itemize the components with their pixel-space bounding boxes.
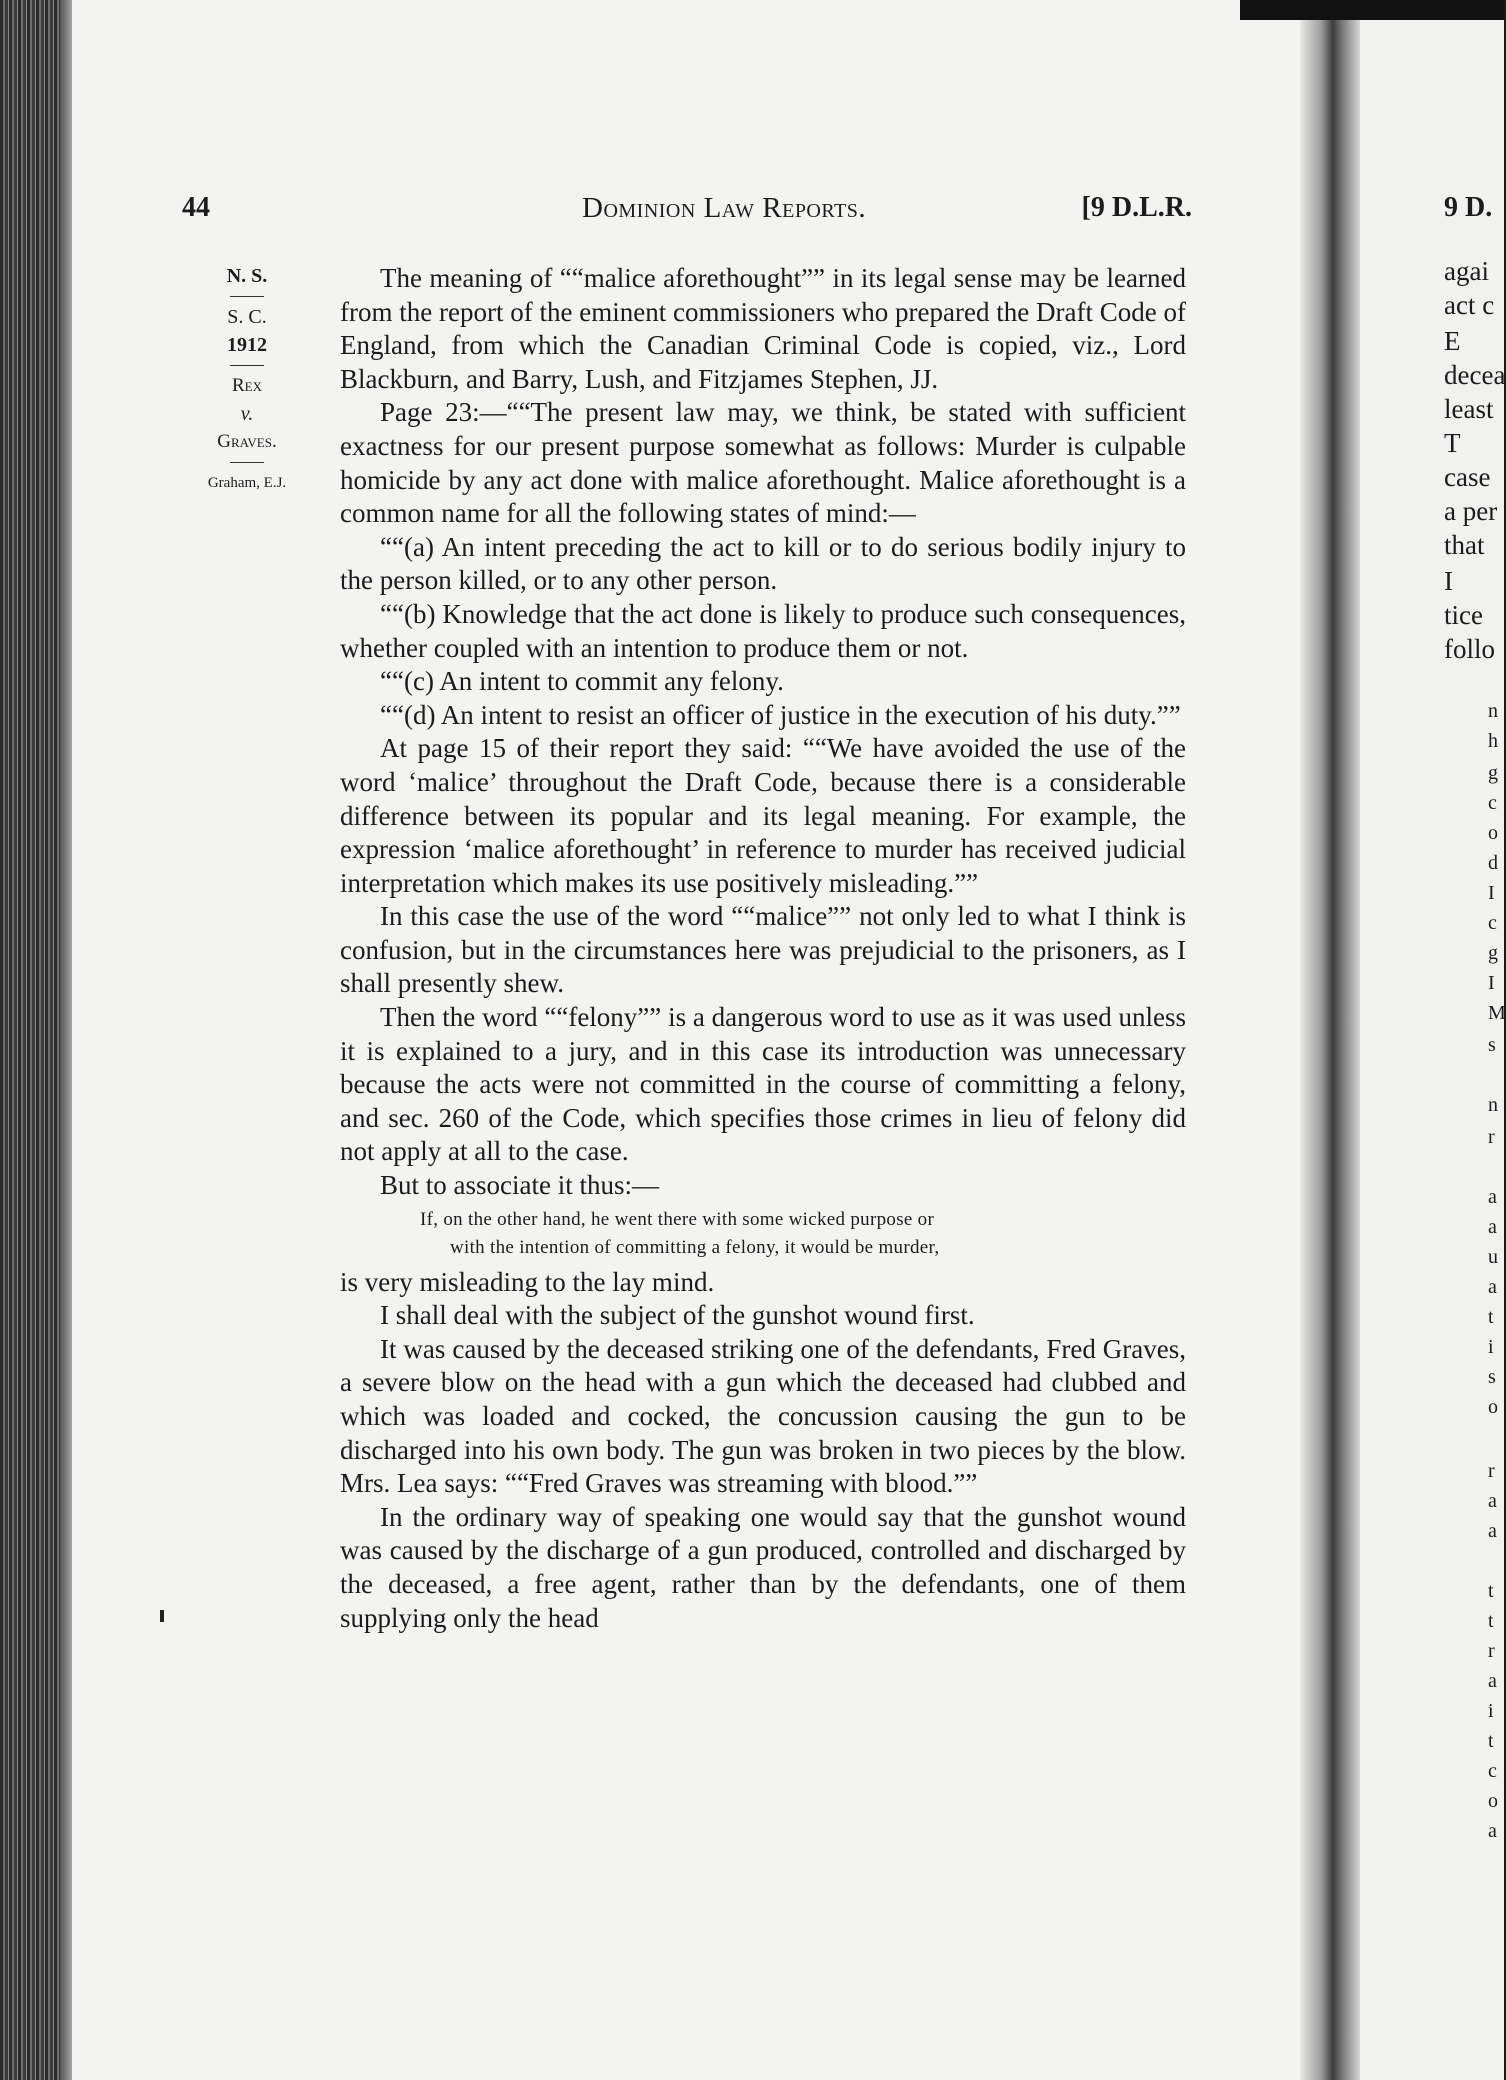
facing-page-small-line: t [1488,1580,1494,1602]
facing-page-small-line: n [1488,1094,1498,1116]
margin-court: S. C. [227,306,267,328]
margin-case-line2: v. [240,403,254,425]
paragraph-3: ““(a) An intent preceding the act to kill or to do serious bodily injury to the person killed, or to any other person. [340,531,1186,596]
facing-page-line: case [1444,462,1491,492]
facing-page-small-line: r [1488,1126,1495,1148]
facing-page-small-line: s [1488,1034,1496,1056]
margin-divider [230,462,264,463]
facing-page-small-line: a [1488,1276,1497,1298]
facing-page-small-line: h [1488,730,1498,752]
facing-page-small-line: t [1488,1306,1494,1328]
facing-page-line: that [1444,530,1485,560]
facing-page-small-line: i [1488,1700,1494,1722]
facing-page-line: T [1444,428,1461,458]
facing-page-small-line: a [1488,1186,1497,1208]
facing-page-line: a per [1444,496,1498,526]
facing-page-small-line: s [1488,1366,1496,1388]
facing-page-small-line: o [1488,1790,1498,1812]
page-number: 44 [182,192,210,223]
facing-page-small-line: c [1488,792,1497,814]
paragraph-5: ““(c) An intent to commit any felony. [380,666,784,697]
facing-page-small-line: t [1488,1610,1494,1632]
facing-page-small-line: a [1488,1820,1497,1842]
facing-page-line: I [1444,566,1453,596]
facing-page-line: act c [1444,290,1495,320]
paragraph-2: Page 23:—““The present law may, we think, be stated with sufficient exactness for our present purpose somewhat as follows: Murder is culpable homicide by any act done with malice aforethought. Malice aforethought is a common name for all the following states of mind:— [340,397,1186,529]
facing-page-small-line: o [1488,822,1498,844]
page-header [182,192,1192,232]
facing-page-line: E [1444,326,1461,356]
paragraph-12: I shall deal with the subject of the gunshot wound first. [380,1300,975,1331]
scan-border [1240,0,1504,20]
facing-page-small-line: i [1488,1336,1494,1358]
facing-page-small-line: r [1488,1640,1495,1662]
paragraph-1: The meaning of ““malice aforethought”” in its legal sense may be learned from the report of the eminent commissioners who prepared the Draft Code of England, from which the Canadian Criminal Code is copied, viz., Lord Blackburn, and Barry, Lush, and Fitzjames Stephen, JJ. [340,263,1186,394]
facing-page-line: tice [1444,600,1483,630]
scan-speck [160,1610,164,1622]
margin-notes [182,262,312,497]
paragraph-4: ““(b) Knowledge that the act done is likely to produce such consequences, whether coupled with an intention to produce them or not. [340,598,1186,663]
facing-page-small-line: n [1488,700,1498,722]
margin-case-line1: Rex [231,375,262,396]
facing-page-small-line: a [1488,1216,1497,1238]
facing-page-small-line: t [1488,1730,1494,1752]
quote-line-1: If, on the other hand, he went there with some wicked purpose or [420,1208,935,1230]
facing-page-small-line: I [1488,882,1495,904]
margin-province: N. S. [226,265,268,287]
facing-page-small-line: I [1488,972,1495,994]
facing-page-small-line: g [1488,942,1498,964]
running-title: Dominion Law Reports. [582,192,867,224]
paragraph-13: It was caused by the deceased striking one of the defendants, Fred Graves, a severe blow on the head with a gun which the deceased had clubbed and which was loaded and cocked, the concussion causing the gun to be discharged into his own body. The gun was broken in two pieces by the blow. Mrs. Lea says: ““Fred Graves was streaming with blood.”” [340,1333,1186,1499]
paragraph-14: In the ordinary way of speaking one would say that the gunshot wound was caused by the discharge of a gun produced, controlled and discharged by the deceased, a free agent, rather than by the defendants, one of them supplying only the head [340,1501,1186,1633]
facing-page-line: decea [1444,360,1506,390]
block-quote [340,1206,1186,1262]
paragraph-11: is very misleading to the lay mind. [340,1266,715,1297]
paragraph-6: ““(d) An intent to resist an officer of justice in the execution of his duty.”” [380,699,1181,730]
facing-page-line: agai [1444,256,1489,286]
paragraph-9: Then the word ““felony”” is a dangerous word to use as it was used unless it is explained to a jury, and in this case its introduction was unnecessary because the acts were not committed in the course of committing a felony, and sec. 260 of the Code, which specifies those crimes in lieu of felony did not apply at all to the case. [340,1002,1186,1167]
facing-page-small-line: a [1488,1520,1497,1542]
facing-page-small-line: u [1488,1246,1498,1268]
facing-page-line: least [1444,394,1494,424]
margin-year: 1912 [227,334,267,356]
facing-page-small-line: a [1488,1490,1497,1512]
margin-judge: Graham, E.J. [207,475,287,491]
margin-case-line3: Graves. [217,431,277,452]
volume-reference: [9 D.L.R. [1081,192,1192,223]
facing-page-small-line: g [1488,762,1498,784]
facing-page-small-line: c [1488,912,1497,934]
paragraph-7: At page 15 of their report they said: ““We have avoided the use of the word ‘malice’ throughout the Draft Code, because there is a considerable difference between its popular and its legal meaning. For example, the expression ‘malice aforethought’ in reference to murder has received judicial interpretation which makes its use positively misleading.”” [340,733,1186,898]
facing-page-small-line: r [1488,1460,1495,1482]
facing-page-small-line: M [1488,1002,1506,1024]
paragraph-10: But to associate it thus:— [380,1170,659,1201]
facing-page-line: follo [1444,634,1495,664]
margin-divider [230,296,264,297]
book-gutter [1300,0,1360,2080]
facing-page-small-line: c [1488,1760,1497,1782]
facing-page-small-line: o [1488,1396,1498,1418]
facing-page-small-line: d [1488,852,1498,874]
quote-line-2: with the intention of committing a felony, it would be murder, [450,1236,940,1258]
page-body [340,262,1186,1635]
paragraph-8: In this case the use of the word ““malice”” not only led to what I think is confusion, but in the circumstances here was prejudicial to the prisoners, as I shall presently shew. [340,901,1186,999]
margin-divider [230,365,264,366]
facing-page-small-line: a [1488,1670,1497,1692]
facing-page-header: 9 D. [1444,192,1493,223]
